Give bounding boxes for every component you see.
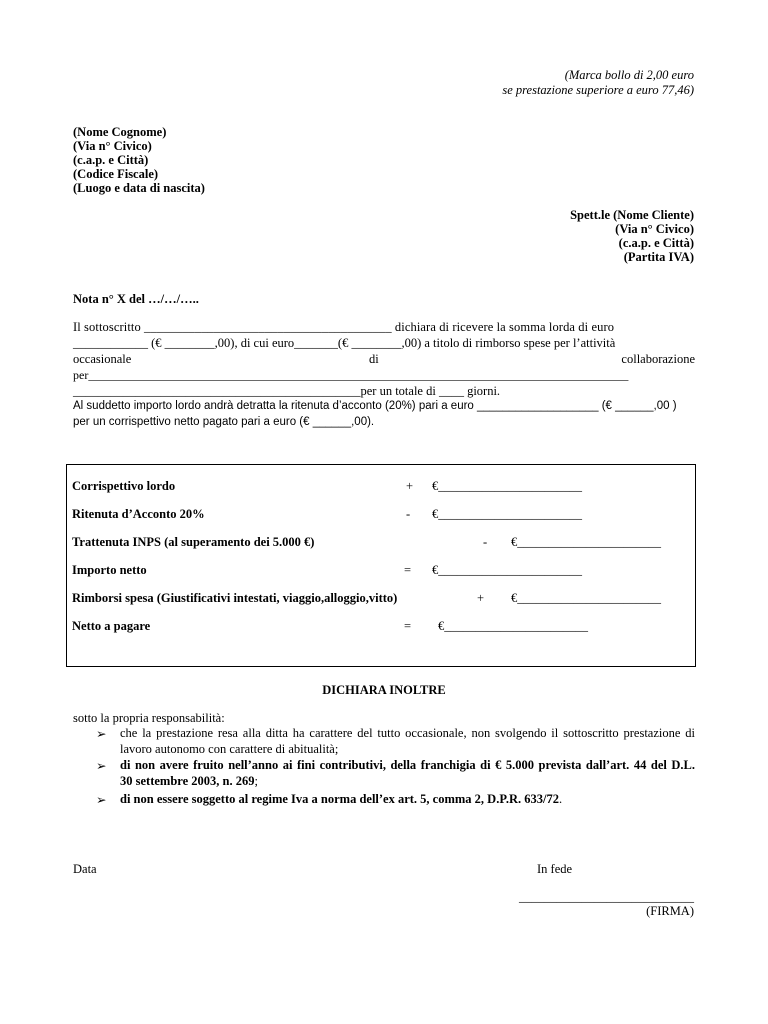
row-amount-total: €_______________________ [438, 619, 588, 633]
body-line-3-right: collaborazione [621, 352, 695, 366]
row-label-reimbursement: Rimborsi spesa (Giustificativi intestati, viaggio,alloggio,vitto) [72, 591, 398, 605]
sender-street: (Via n° Civico) [73, 139, 152, 153]
row-label-total: Netto a pagare [72, 619, 151, 633]
declaration-item-3 [120, 792, 562, 807]
row-sign-net: = [404, 563, 412, 577]
body-line-1: Il sottoscritto _______________________________________ dichiara di ricevere la somma lorda di euro [73, 320, 615, 334]
recipient-street: (Via n° Civico) [615, 222, 694, 236]
row-sign-gross: + [406, 479, 414, 493]
recipient-vat: (Partita IVA) [623, 250, 694, 264]
row-amount-reimbursement: €_______________________ [511, 591, 661, 605]
row-amount-gross: €_______________________ [432, 479, 582, 493]
bullet-icon: ➢ [96, 759, 107, 773]
row-sign-reimbursement: + [477, 591, 485, 605]
row-label-inps: Trattenuta INPS (al superamento dei 5.000 €) [72, 535, 315, 549]
stamp-note-line2: se prestazione superiore a euro 77,46) [502, 83, 694, 97]
sender-name: (Nome Cognome) [73, 125, 167, 139]
body-line-2: ____________ (€ ________,00), di cui euro_______(€ ________,00) a titolo di rimborso spese per l’attività [73, 336, 616, 350]
row-sign-total: = [404, 619, 412, 633]
row-label-net: Importo netto [72, 563, 147, 577]
bullet-icon: ➢ [96, 793, 107, 807]
declaration-item-3-tail: . [558, 792, 563, 806]
row-label-gross: Corrispettivo lordo [72, 479, 176, 493]
in-fede-label: In fede [537, 862, 573, 876]
declaration-item-3-text: di non essere soggetto al regime Iva a norma dell’ex art. 5, comma 2, D.P.R. 633/72 [120, 792, 559, 806]
row-sign-inps: - [483, 535, 488, 549]
recipient-name: Spett.le (Nome Cliente) [570, 208, 694, 222]
body-line-7: per un corrispettivo netto pagato pari a euro (€ ______,00). [73, 416, 375, 428]
row-label-withholding: Ritenuta d’Acconto 20% [72, 507, 205, 521]
declaration-title: DICHIARA INOLTRE [322, 683, 446, 697]
signature-line: ____________________________ [519, 890, 694, 904]
declaration-item-1-line-1: che la prestazione resa alla ditta ha carattere del tutto occasionale, non svolgendo il sottoscritto prestazione di [120, 726, 695, 740]
note-title: Nota n° X del …/…/….. [73, 292, 199, 306]
row-amount-withholding: €_______________________ [432, 507, 582, 521]
declaration-item-2-line-1: di non avere fruito nell’anno ai fini contributivi, della franchigia di € 5.000 prevista dall’art. 44 del D.L. [120, 758, 695, 772]
signature-label: (FIRMA) [646, 904, 694, 918]
row-amount-inps: €_______________________ [511, 535, 661, 549]
summary-box [66, 464, 696, 667]
row-amount-net: €_______________________ [432, 563, 582, 577]
body-line-3-mid: di [369, 352, 379, 366]
declaration-item-2-line-2 [120, 774, 258, 789]
body-line-6: Al suddetto importo lordo andrà detratta la ritenuta d’acconto (20%) pari a euro ___________________ (€ ______,00 ) [73, 400, 677, 412]
body-line-5: ______________________________________________per un totale di ____ giorni. [73, 384, 501, 398]
declaration-intro: sotto la propria responsabilità: [73, 711, 225, 725]
body-line-4: per__________________________________________________________________________________________ [73, 368, 629, 382]
bullet-icon: ➢ [96, 727, 107, 741]
sender-city: (c.a.p. e Città) [73, 153, 149, 167]
declaration-item-2-line-2-tail: ; [254, 774, 258, 788]
stamp-note-line1: (Marca bollo di 2,00 euro [564, 68, 694, 82]
date-label: Data [73, 862, 97, 876]
row-sign-withholding: - [406, 507, 411, 521]
declaration-item-2-line-2-text: 30 settembre 2003, n. 269 [120, 774, 255, 788]
body-line-3-left: occasionale [73, 352, 132, 366]
sender-tax-code: (Codice Fiscale) [73, 167, 159, 181]
recipient-city: (c.a.p. e Città) [618, 236, 694, 250]
sender-birth: (Luogo e data di nascita) [73, 181, 205, 195]
declaration-item-1-line-2: lavoro autonomo con carattere di abitualità; [120, 742, 339, 756]
